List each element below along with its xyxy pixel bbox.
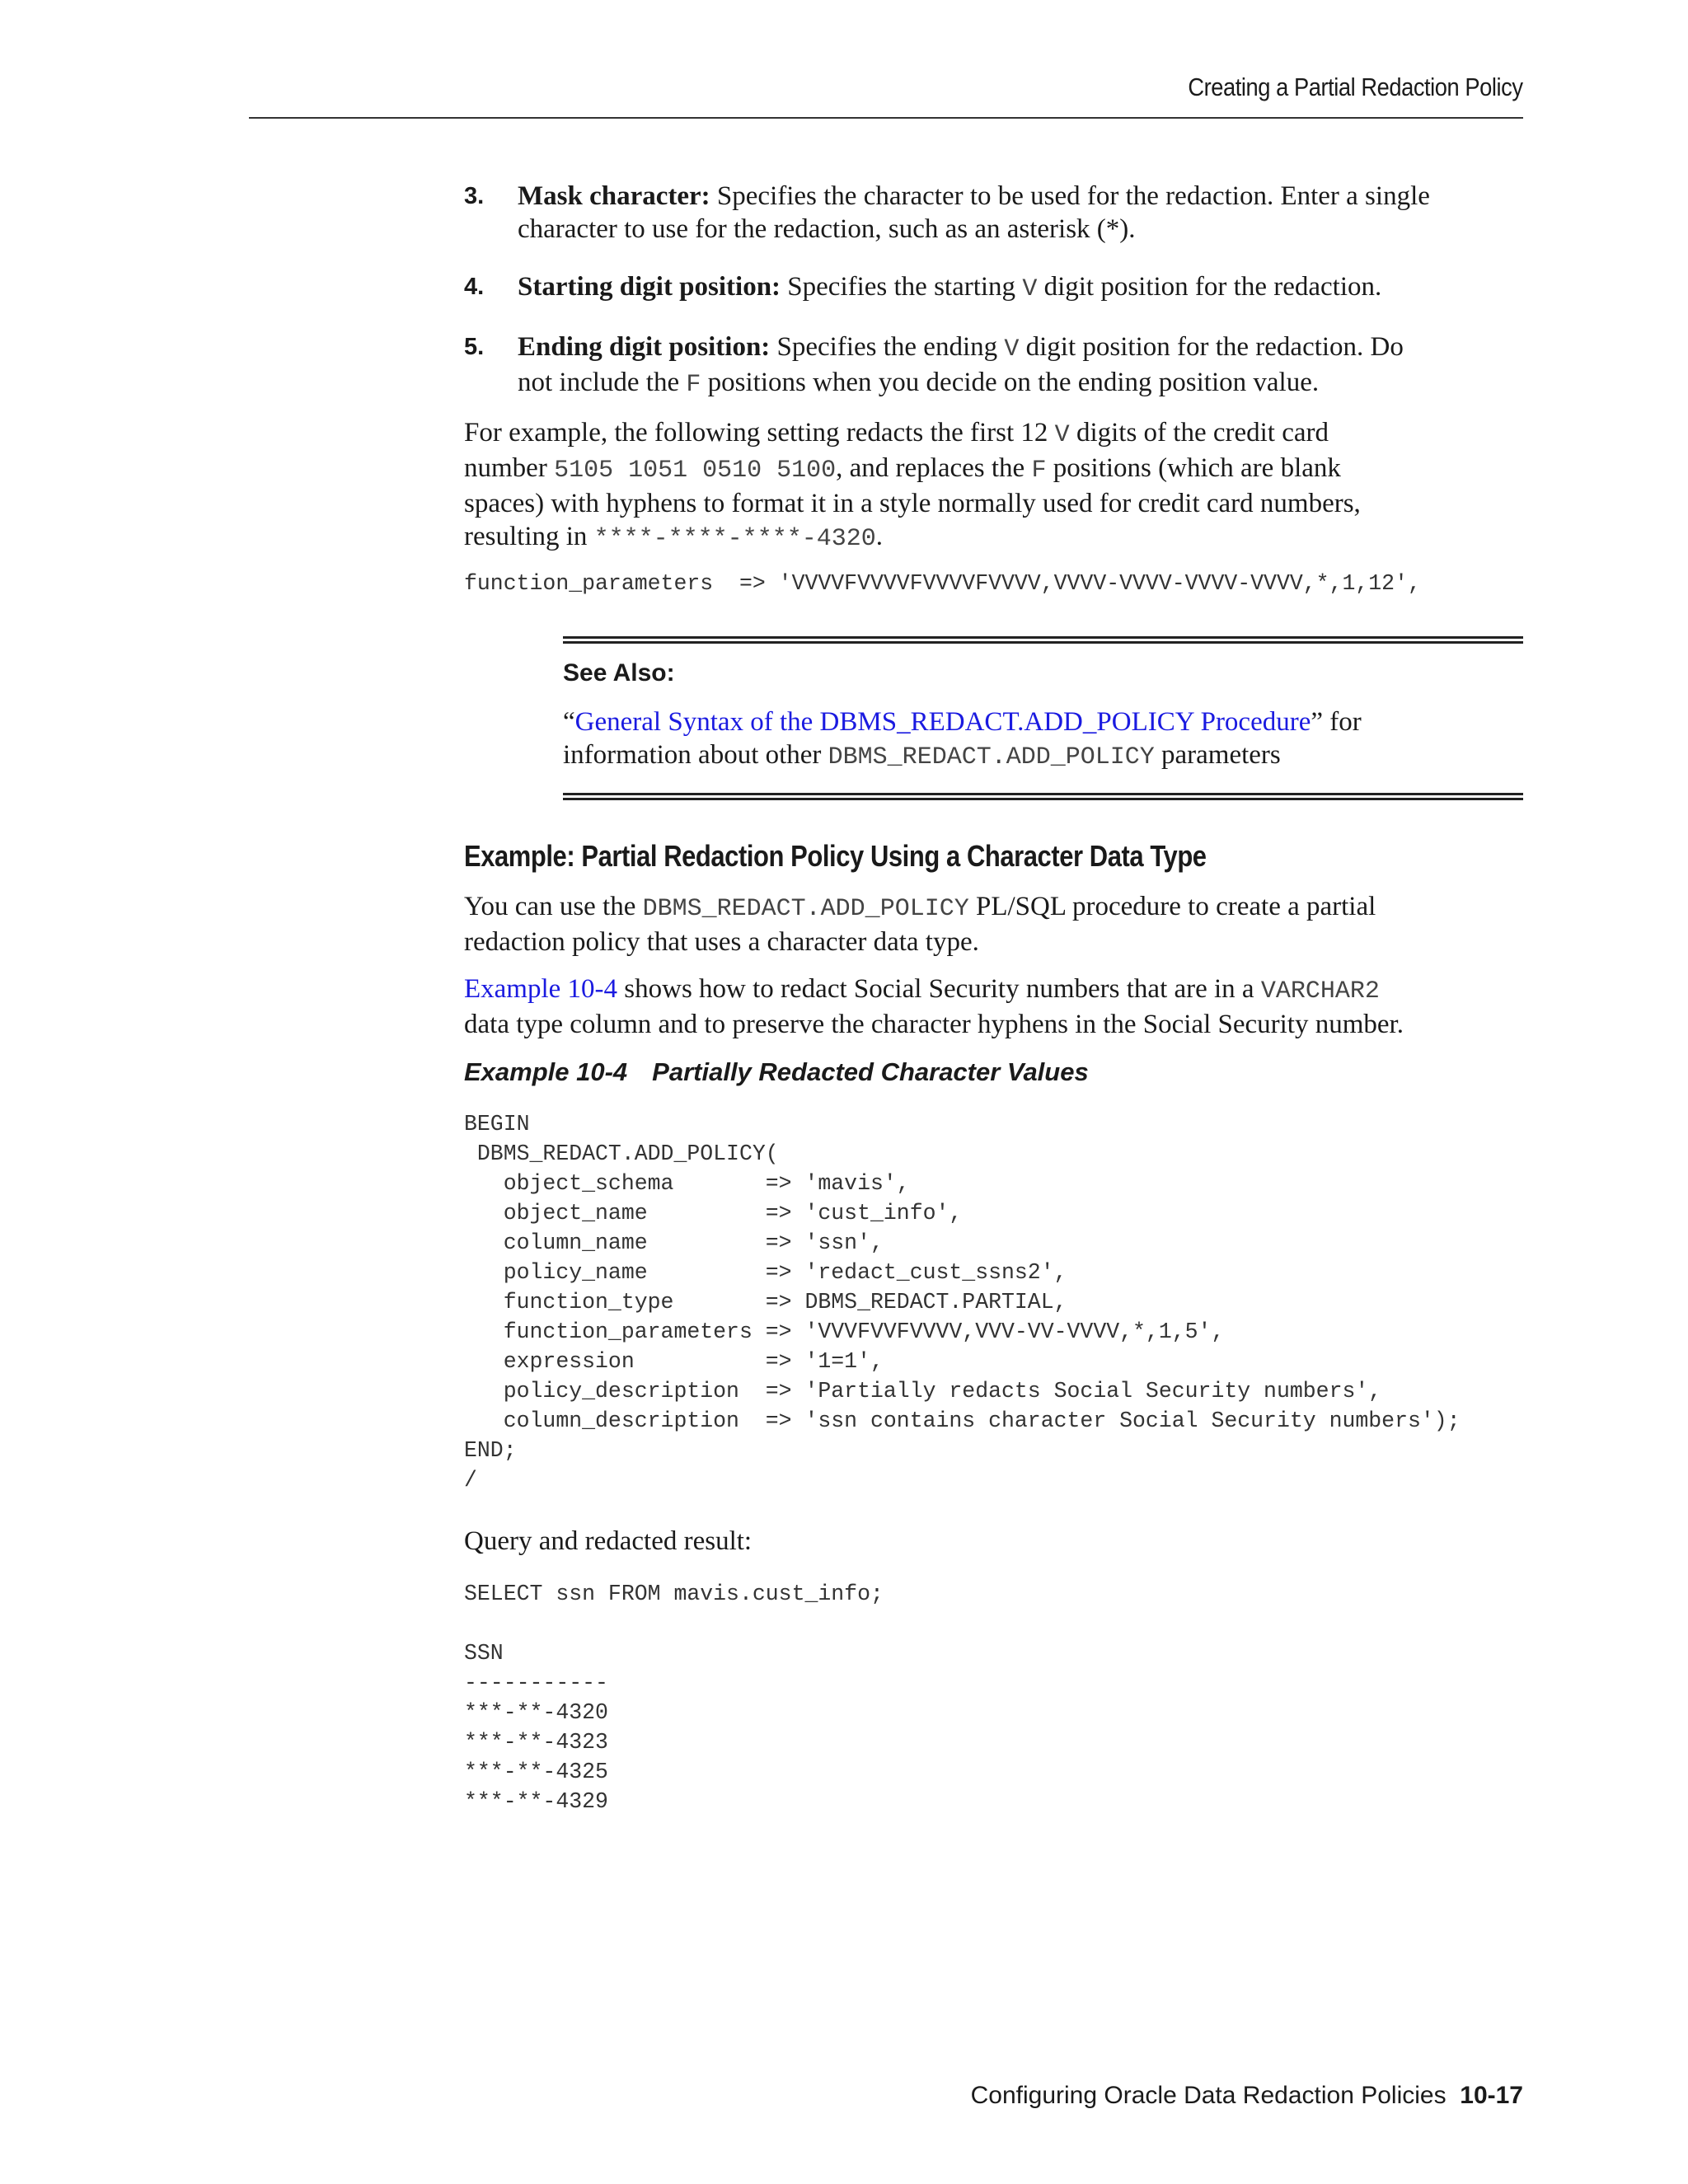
section-heading: Example: Partial Redaction Policy Using a Character Data Type — [464, 839, 1207, 873]
step-starting-digit — [464, 270, 1523, 306]
para-text: information about other — [563, 740, 822, 770]
query-heading: Query and redacted result: — [464, 1526, 753, 1556]
code-line: function_parameters => 'VVVVFVVVVFVVVVFVVVV,VVVV-VVVV-VVVV-VVVV,*,1,12', — [464, 571, 1421, 596]
para-text: For example, the following setting redacts the first 12 — [464, 418, 1048, 448]
inline-code: ****-****-****-4320 — [593, 525, 876, 553]
example-caption — [464, 1057, 1523, 1087]
example-code-block — [464, 1109, 1523, 1495]
step-number: 3. — [464, 183, 485, 209]
para-text: shows how to redact Social Security numbers that are in a — [624, 974, 1254, 1004]
step-mask-character — [464, 180, 1523, 246]
step-text: digit position for the redaction. — [1043, 272, 1382, 302]
section-heading-wrap — [464, 839, 1523, 874]
quote-mark: “ — [563, 707, 575, 737]
running-header-title: Creating a Partial Redaction Policy — [1188, 73, 1523, 101]
inline-code: V — [1054, 421, 1070, 449]
step-term: Mask character: — [518, 181, 710, 211]
see-also-body — [563, 705, 1523, 774]
step-text: Specifies the starting — [787, 272, 1016, 302]
inline-code: F — [1031, 457, 1047, 485]
step-number: 4. — [464, 274, 485, 300]
inline-code: F — [686, 371, 701, 399]
para-text: resulting in — [464, 522, 588, 551]
step-text: digit position for the redaction. Do — [1025, 332, 1404, 362]
para-text: data type column and to preserve the character hyphens in the Social Security number. — [464, 1010, 1404, 1039]
inline-code: V — [1004, 335, 1020, 363]
para-text: parameters — [1161, 740, 1281, 770]
caption-number: Example 10-4 — [464, 1057, 628, 1086]
example-link[interactable]: Example 10-4 — [464, 974, 618, 1004]
step-text: positions when you decide on the ending position value. — [707, 368, 1320, 397]
para-text: number — [464, 453, 547, 483]
step-number: 5. — [464, 334, 485, 360]
inline-code: VARCHAR2 — [1260, 977, 1380, 1005]
inline-code: DBMS_REDACT.ADD_POLICY — [828, 743, 1155, 771]
see-also-label: See Also: — [563, 659, 675, 687]
page-footer — [971, 2082, 1523, 2110]
see-also-link[interactable]: General Syntax of the DBMS_REDACT.ADD_POLICY Procedure — [574, 707, 1311, 737]
para-text: spaces) with hyphens to format it in a style normally used for credit card numbers, — [464, 489, 1361, 518]
para-text: You can use the — [464, 892, 636, 921]
para-text: redaction policy that uses a character data type. — [464, 927, 979, 957]
para-text: ” for — [1311, 707, 1362, 737]
caption-title: Partially Redacted Character Values — [652, 1057, 1089, 1086]
step-text: character to use for the redaction, such as an asterisk (*). — [518, 214, 1136, 244]
code-block: SELECT ssn FROM mavis.cust_info; SSN ----------- ***-**-4320 ***-**-4323 ***-**-4325 ***-**-4329 — [464, 1582, 884, 1814]
step-term: Starting digit position: — [518, 272, 781, 302]
step-text: not include the — [518, 368, 680, 397]
para-text: . — [875, 522, 883, 551]
page-number: 10-17 — [1460, 2082, 1523, 2109]
step-ending-digit — [464, 330, 1523, 401]
section-paragraph-1 — [464, 890, 1523, 958]
footer-text: Configuring Oracle Data Redaction Policies — [970, 2082, 1447, 2109]
step-text: Specifies the ending — [776, 332, 998, 362]
inline-code: V — [1022, 275, 1038, 303]
step-text: Specifies the character to be used for the redaction. Enter a single — [716, 181, 1430, 211]
query-code-block — [464, 1579, 1523, 1816]
para-text: , and replaces the — [836, 453, 1025, 483]
code-block: BEGIN DBMS_REDACT.ADD_POLICY( object_schema => 'mavis', object_name => 'cust_info', column_name => 'ssn', policy_name => 'redact_cust_ssns2', function_type => DBMS_REDACT.PARTIAL, function_parameters => 'VVVFVVFVVVV,VVV-VV-VVVV,*,1,5', expression => '1=1', policy_description => 'Partially redacts Social Security numbers', column_description => 'ssn contains character Social Security numbers'); END; / — [464, 1112, 1461, 1493]
see-also-top-rule — [563, 636, 1523, 644]
steps-list — [464, 180, 1523, 401]
para-text: digits of the credit card — [1076, 418, 1329, 448]
inline-code: DBMS_REDACT.ADD_POLICY — [642, 895, 969, 923]
example-caption-wrap — [464, 1057, 1523, 1087]
function-parameters-block — [464, 569, 1523, 598]
para-text: PL/SQL procedure to create a partial — [975, 892, 1376, 921]
para-text: positions (which are blank — [1053, 453, 1341, 483]
example-paragraph — [464, 416, 1523, 555]
inline-code: 5105 1051 0510 5100 — [554, 457, 837, 485]
header-rule — [249, 117, 1523, 119]
step-term: Ending digit position: — [518, 332, 771, 362]
see-also-bottom-rule — [563, 793, 1523, 800]
section-paragraph-2 — [464, 972, 1523, 1041]
